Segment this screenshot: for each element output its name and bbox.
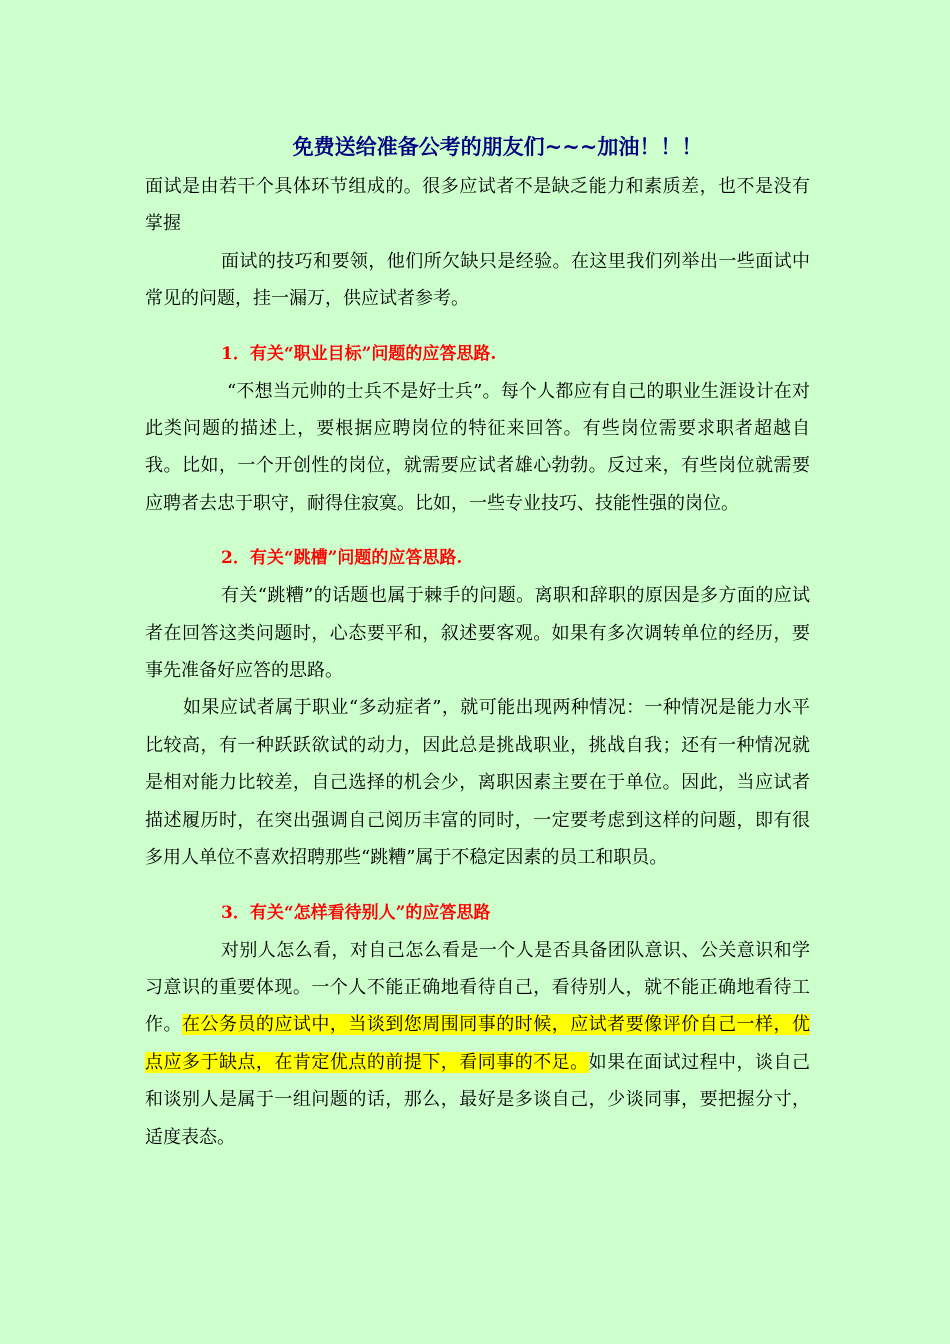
spacer — [145, 877, 810, 895]
document-title: 免费送给准备公考的朋友们~~~加油！！！ — [292, 134, 703, 159]
highlighted-text: 在公务员的应试中，当谈到您周围同事的时候，应试者要像评价自己一样，优点应多于缺点，在肯定优点的前提下，看同事的不足。 — [145, 1014, 811, 1073]
section-2-paragraph-2: 如果应试者属于职业“多动症者”，就可能出现两种情况：一种情况是能力水平比较高，有一种跃跃欲试的动力，因此总是挑战职业，挑战自我；还有一种情况就是相对能力比较差，自己选择的机会少，离职因素主要在于单位。因此，当应试者描述履历时，在突出强调自己阅历丰富的同时，一定要考虑到这样的问题，即有很多用人单位不喜欢招聘那些“跳糟”属于不稳定因素的员工和职员。 — [145, 697, 810, 869]
document-page — [145, 132, 810, 1156]
section-1-paragraph: “不想当元帅的士兵不是好士兵”。每个人都应有自己的职业生涯设计在对此类问题的描述上，要根据应聘岗位的特征来回答。有些岗位需要求职者超越自我。比如，一个开创性的岗位，就需要应试者雄心勃勃。反过来，有些岗位就需要应聘者去忠于职守，耐得住寂寞。比如，一些专业技巧、技能性强的岗位。 — [145, 380, 810, 514]
section-heading-view-others: 3．有关“怎样看待别人”的应答思路 — [221, 902, 491, 923]
section-3-paragraph — [145, 932, 810, 1156]
section-heading-career-goal: 1．有关“职业目标”问题的应答思路. — [221, 343, 497, 364]
spacer — [145, 318, 810, 336]
intro-paragraph-2: 面试的技巧和要领，他们所欠缺只是经验。在这里我们列举出一些面试中常见的问题，挂一漏万，供应试者参考。 — [145, 250, 810, 310]
section-2-paragraph-1: 有关“跳糟”的话题也属于棘手的问题。离职和辞职的原因是多方面的应试者在回答这类问题时，心态要平和，叙述要客观。如果有多次调转单位的经历，要事先准备好应答的思路。 — [145, 585, 810, 682]
section-heading-job-hopping: 2．有关“跳槽”问题的应答思路. — [221, 548, 463, 569]
section-3-text-before: 对别人怎么看，对自己怎么看是一个人是否具备团队意识、公关意识和学习意识的重要体现。一个人不能正确地看待自己，看待别人，就不能正确地看待工作。 — [145, 939, 810, 1036]
intro-paragraph-1: 面试是由若干个具体环节组成的。很多应试者不是缺乏能力和素质差，也不是没有掌握 — [145, 176, 810, 235]
spacer — [145, 522, 810, 540]
section-3-text-after: 如果在面试过程中，谈自己和谈别人是属于一组问题的话，那么，最好是多谈自己，少谈同事，要把握分寸，适度表态。 — [145, 1051, 810, 1148]
